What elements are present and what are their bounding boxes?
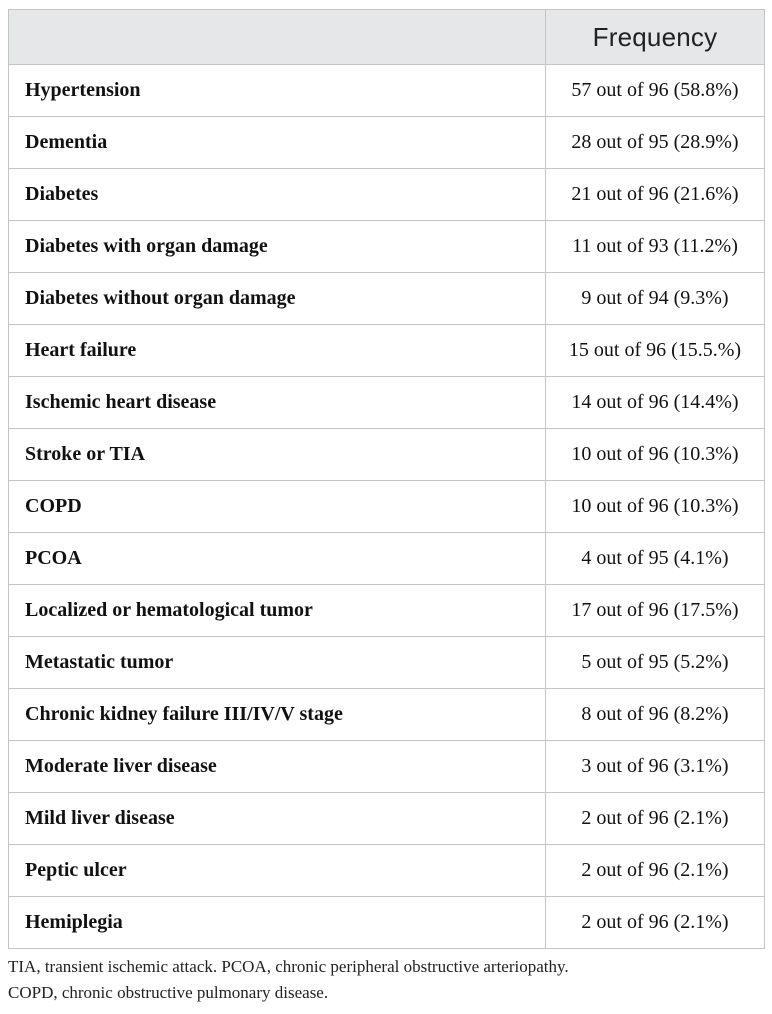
- table-row: [9, 845, 765, 897]
- table-row: [9, 221, 765, 273]
- frequency-cell: 17 out of 96 (17.5%): [546, 585, 765, 637]
- condition-cell: COPD: [9, 481, 546, 533]
- table-row: [9, 117, 765, 169]
- condition-cell: Chronic kidney failure III/IV/V stage: [9, 689, 546, 741]
- table-row: [9, 533, 765, 585]
- header-row: [9, 10, 765, 65]
- table-row: [9, 585, 765, 637]
- table-row: [9, 897, 765, 949]
- condition-cell: Diabetes with organ damage: [9, 221, 546, 273]
- table-row: [9, 741, 765, 793]
- condition-cell: Stroke or TIA: [9, 429, 546, 481]
- condition-cell: Hypertension: [9, 65, 546, 117]
- comorbidity-table: [8, 9, 765, 949]
- table-row: [9, 481, 765, 533]
- condition-cell: Mild liver disease: [9, 793, 546, 845]
- frequency-cell: 28 out of 95 (28.9%): [546, 117, 765, 169]
- table-row: [9, 637, 765, 689]
- table-row: [9, 689, 765, 741]
- frequency-cell: 2 out of 96 (2.1%): [546, 897, 765, 949]
- frequency-cell: 14 out of 96 (14.4%): [546, 377, 765, 429]
- condition-cell: Diabetes: [9, 169, 546, 221]
- frequency-cell: 2 out of 96 (2.1%): [546, 845, 765, 897]
- table-row: [9, 273, 765, 325]
- table-row: [9, 377, 765, 429]
- frequency-cell: 10 out of 96 (10.3%): [546, 429, 765, 481]
- table-header: [9, 10, 765, 65]
- table-row: [9, 65, 765, 117]
- comorbidity-table-container: [8, 9, 764, 949]
- frequency-cell: 3 out of 96 (3.1%): [546, 741, 765, 793]
- table-body: [9, 65, 765, 949]
- condition-cell: Peptic ulcer: [9, 845, 546, 897]
- table-row: [9, 169, 765, 221]
- frequency-cell: 21 out of 96 (21.6%): [546, 169, 765, 221]
- condition-cell: Hemiplegia: [9, 897, 546, 949]
- frequency-cell: 9 out of 94 (9.3%): [546, 273, 765, 325]
- header-frequency-cell: Frequency: [546, 10, 765, 65]
- frequency-cell: 2 out of 96 (2.1%): [546, 793, 765, 845]
- condition-cell: Metastatic tumor: [9, 637, 546, 689]
- table-row: [9, 325, 765, 377]
- condition-cell: Localized or hematological tumor: [9, 585, 546, 637]
- condition-cell: PCOA: [9, 533, 546, 585]
- table-row: [9, 429, 765, 481]
- footnote-line-1: TIA, transient ischemic attack. PCOA, chronic peripheral obstructive arteriopathy.: [8, 957, 569, 976]
- table-footnote: [8, 954, 764, 1006]
- condition-cell: Ischemic heart disease: [9, 377, 546, 429]
- frequency-cell: 57 out of 96 (58.8%): [546, 65, 765, 117]
- condition-cell: Moderate liver disease: [9, 741, 546, 793]
- frequency-cell: 10 out of 96 (10.3%): [546, 481, 765, 533]
- table-row: [9, 793, 765, 845]
- frequency-cell: 11 out of 93 (11.2%): [546, 221, 765, 273]
- header-condition-cell: [9, 10, 546, 65]
- condition-cell: Dementia: [9, 117, 546, 169]
- frequency-cell: 4 out of 95 (4.1%): [546, 533, 765, 585]
- frequency-cell: 8 out of 96 (8.2%): [546, 689, 765, 741]
- condition-cell: Diabetes without organ damage: [9, 273, 546, 325]
- frequency-cell: 5 out of 95 (5.2%): [546, 637, 765, 689]
- frequency-cell: 15 out of 96 (15.5.%): [546, 325, 765, 377]
- condition-cell: Heart failure: [9, 325, 546, 377]
- footnote-line-2: COPD, chronic obstructive pulmonary disease.: [8, 983, 329, 1002]
